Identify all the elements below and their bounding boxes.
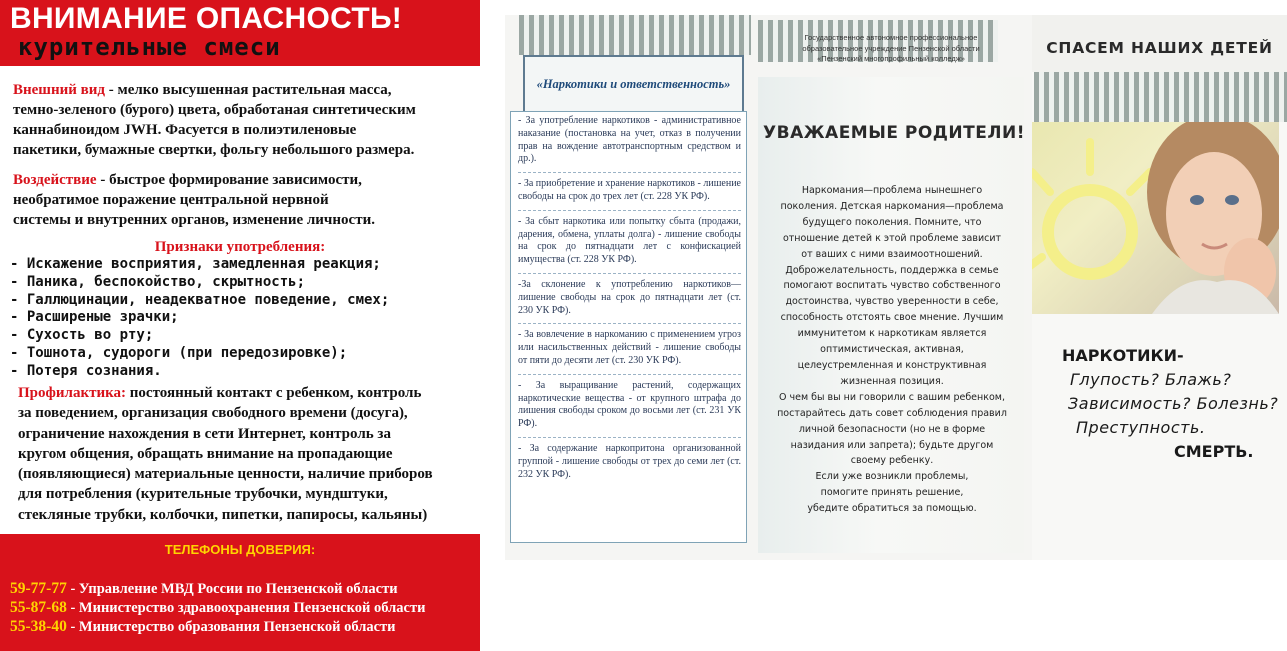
- paragraph-line: помогают воспитать чувство собственного: [783, 280, 1001, 292]
- paragraph-line: от ваших с ними взаимоотношений.: [801, 248, 983, 260]
- law-item: - За выращивание растений, содержащих наркотические вещества - от крупного штрафа до лишения свободы сроком до восьми лет (ст. 231 УК РФ).: [518, 379, 741, 430]
- cover-title: СПАСЕМ НАШИХ ДЕТЕЙ: [1046, 39, 1273, 57]
- list-item: - Галлюцинации, неадекватное поведение, смех;: [10, 291, 390, 308]
- paragraph-line: жизненная позиция.: [840, 375, 944, 387]
- slogan-line: Зависимость? Болезнь?: [1068, 394, 1279, 413]
- phone-number: 59-77-77: [10, 580, 67, 597]
- slogan-line: НАРКОТИКИ-: [1062, 346, 1184, 365]
- prophylaxis-label: Профилактика:: [18, 385, 127, 401]
- paragraph-line: целеустремленная и конструктивная: [797, 359, 987, 371]
- list-item: - Искажение восприятия, замедленная реакция;: [10, 256, 381, 272]
- paragraph-line: системы и внутренних органов, изменение личности.: [13, 212, 375, 228]
- paragraph-line: убедите обратиться за помощью.: [807, 503, 977, 515]
- phone-row: [10, 599, 425, 617]
- divider: [518, 323, 741, 324]
- decorative-stripes: [1034, 72, 1287, 122]
- paragraph-line: за поведением, организация свободного времени (досуга),: [18, 405, 408, 422]
- phone-number: 55-38-40: [10, 618, 67, 635]
- signs-heading: Признаки употребления:: [154, 239, 326, 255]
- law-item: - За сбыт наркотика или попытку сбыта (продажи, дарения, обмена, уплаты долга) - лишение свободы на срок до пятнадцати лет с конфискацией имущества (ст. 228 УК РФ).: [518, 215, 741, 266]
- divider: [518, 437, 741, 438]
- paragraph-line: каннабиноидом JWH. Фасуется в полиэтиленовые: [13, 122, 357, 138]
- flyer-subtitle: курительные смеси: [18, 33, 281, 61]
- paragraph-line: - мелко высушенная растительная масса,: [104, 82, 392, 98]
- hotline-title: ТЕЛЕФОНЫ ДОВЕРИЯ:: [164, 542, 316, 557]
- paragraph-line: Наркомания—проблема нынешнего: [801, 185, 983, 196]
- law-item: - За вовлечение в наркоманию с применением угроз или насильственных действий - лишение свободы от пяти до десяти лет (ст. 230 УК РФ).: [518, 329, 741, 366]
- law-item: - За приобретение и хранение наркотиков - лишение свободы на срок до трех лет (ст. 228 УК РФ).: [518, 178, 741, 202]
- paragraph-line: назидания или запрета); будьте другом: [790, 439, 994, 451]
- paragraph-line: для потребления (курительные трубочки, мундштуки,: [18, 486, 388, 503]
- responsibility-title: «Наркотики и ответственность»: [536, 77, 731, 91]
- decorative-stripes: [519, 15, 751, 55]
- paragraph-line: своему ребенку.: [850, 455, 934, 467]
- paragraph-line: пакетики, бумажные свертки, фольгу небольшого размера.: [13, 142, 415, 158]
- law-item: - За употребление наркотиков - административное наказание (постановка на учет, отказ в получении прав на вождение автотранспортным средством и др.).: [518, 115, 741, 165]
- paragraph-line: личной безопасности (но не в форме: [798, 423, 986, 435]
- divider: [518, 172, 741, 173]
- phone-row: [10, 580, 398, 598]
- parents-appeal: [763, 183, 1021, 517]
- org-line: «Пензенский многопрофильный колледж»: [817, 54, 965, 63]
- paragraph-line: необратимое поражение центральной нервной: [13, 192, 329, 208]
- list-item: - Потеря сознания.: [10, 362, 162, 379]
- org-line: образовательное учреждение Пензенской области: [802, 43, 980, 53]
- parents-heading: УВАЖАЕМЫЕ РОДИТЕЛИ!: [763, 123, 1025, 143]
- parents-panel: [758, 77, 1024, 553]
- child-photo: [1032, 122, 1279, 314]
- responsibility-title-box: [523, 55, 744, 115]
- paragraph-line: Доброжелательность, поддержка в семье: [785, 264, 999, 276]
- paragraph-line: темно-зеленого (бурого) цвета, обработаная синтетическим: [13, 102, 416, 118]
- college-name: [758, 33, 1024, 65]
- paragraph-line: будущего поколения. Помните, что: [802, 216, 982, 228]
- paragraph-line: ограничение нахождения в сети Интернет, контроль за: [18, 425, 391, 442]
- paragraph-line: Если уже возникли проблемы,: [815, 471, 969, 483]
- org-line: Государственное автономное профессиональное: [804, 33, 978, 42]
- slogan-line: СМЕРТЬ.: [1174, 442, 1254, 461]
- appearance-label: Внешний вид: [13, 82, 105, 98]
- flyer-title: ВНИМАНИЕ ОПАСНОСТЬ!: [10, 2, 403, 35]
- paragraph-line: - быстрое формирование зависимости,: [96, 172, 362, 188]
- phone-number: 55-87-68: [10, 599, 67, 616]
- trifold-brochure: [505, 15, 1287, 560]
- laws-list: [510, 111, 747, 543]
- paragraph-line: стекляные трубки, колбочки, пипетки, папиросы, кальяны): [18, 506, 428, 523]
- flyer-header: [0, 0, 480, 66]
- list-item: - Сухость во рту;: [10, 327, 154, 344]
- child-illustration-icon: [1032, 122, 1279, 314]
- cover-header: [1032, 15, 1287, 72]
- paragraph-line: постарайтесь дать совет соблюдения правил: [777, 407, 1007, 419]
- paragraph-line: иммунитетом к наркотикам является: [797, 328, 987, 340]
- phone-org: - Управление МВД России по Пензенской области: [66, 581, 398, 597]
- list-item: - Паника, беспокойство, скрытность;: [10, 273, 306, 290]
- hotline-footer: [0, 534, 480, 651]
- prophylaxis-paragraph: [18, 383, 468, 525]
- effect-label: Воздействие: [13, 172, 97, 188]
- phone-org: - Министерство образования Пензенской области: [66, 619, 396, 635]
- law-item: - За содержание наркопритона организованной группой - лишение свободы от трех до семи лет (ст. 232 УК РФ).: [518, 442, 741, 480]
- divider: [518, 374, 741, 375]
- list-item: - Тошнота, судороги (при передозировке);: [10, 344, 348, 361]
- appearance-paragraph: [13, 80, 471, 160]
- phone-org: - Министерство здравоохранения Пензенской области: [66, 600, 426, 616]
- law-item: -За склонение к употреблению наркотиков—лишение свободы на срок до пятнадцати лет (ст. 230 УК РФ).: [518, 278, 741, 316]
- danger-flyer: [0, 0, 480, 651]
- list-item: - Расширеные зрачки;: [10, 309, 179, 326]
- paragraph-line: постоянный контакт с ребенком, контроль: [126, 385, 422, 401]
- paragraph-line: способность отстоять свое мнение. Лучшим: [780, 312, 1004, 324]
- paragraph-line: (появляющиеся) материальные ценности, наличие приборов: [18, 466, 433, 483]
- paragraph-line: поколения. Детская наркомания—проблема: [780, 200, 1004, 212]
- phone-row: [10, 618, 396, 636]
- paragraph-line: О чем бы вы ни говорили с вашим ребенком,: [779, 391, 1005, 403]
- paragraph-line: достоинства, чувство уверенности в себе,: [785, 296, 999, 308]
- slogan-line: Глупость? Блажь?: [1070, 370, 1232, 389]
- paragraph-line: отношение детей к этой проблеме зависит: [782, 232, 1002, 244]
- divider: [518, 210, 741, 211]
- effect-paragraph: [13, 170, 479, 230]
- cover-panel: [1032, 15, 1287, 560]
- cover-slogan: [1062, 344, 1287, 464]
- slogan-line: Преступность.: [1076, 418, 1206, 437]
- paragraph-line: помогите принять решение,: [820, 487, 964, 499]
- paragraph-line: оптимистическая, активная,: [820, 344, 964, 356]
- divider: [518, 273, 741, 274]
- paragraph-line: кругом общения, обращать внимание на пропадающие: [18, 445, 393, 462]
- signs-list: [10, 256, 476, 381]
